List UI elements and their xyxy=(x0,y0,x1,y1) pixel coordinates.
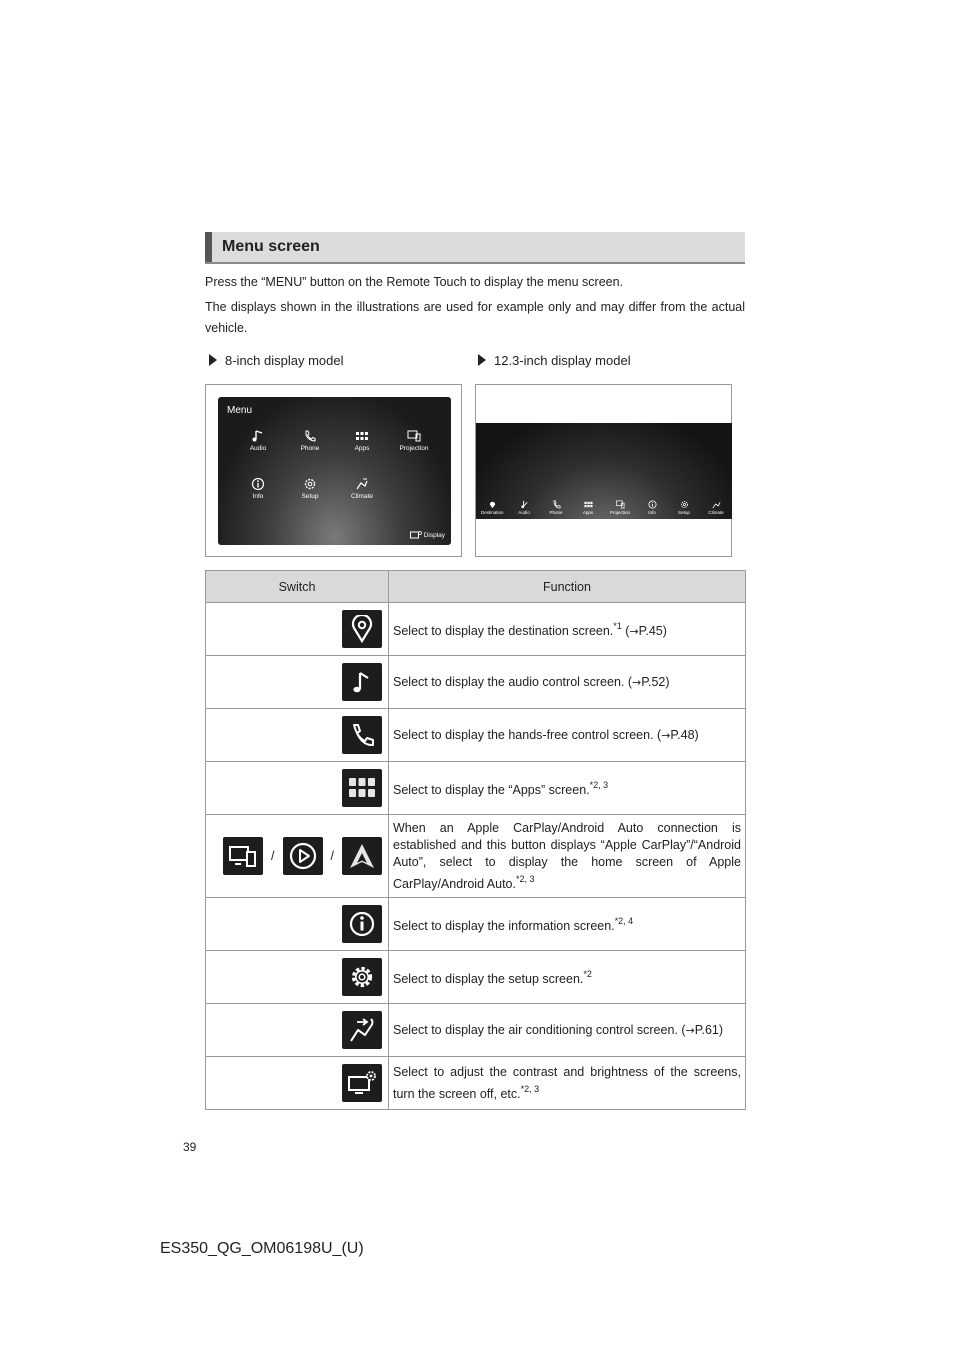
function-text: Select to adjust the contrast and brightness of the screens, turn the screen off, etc. xyxy=(393,1064,741,1101)
table-row xyxy=(206,951,746,1004)
figure-12-inch-menu xyxy=(475,384,732,557)
column-header-switch: Switch xyxy=(206,571,389,603)
function-text-close: ) xyxy=(665,674,670,689)
tile-apps xyxy=(340,429,384,452)
arrow-right-icon: → xyxy=(632,675,642,689)
function-text: Select to display the air conditioning control screen. ( xyxy=(393,1022,686,1037)
strip-item-audio xyxy=(513,500,535,515)
icon-separator: / xyxy=(330,849,334,863)
function-text: Select to display the audio control screen. ( xyxy=(393,674,633,689)
display-button xyxy=(410,531,445,540)
table-row xyxy=(206,709,746,762)
header-accent-bar xyxy=(205,232,212,262)
tile-projection xyxy=(392,429,436,452)
switch-function-table xyxy=(205,570,746,1110)
strip-label-phone: Phone xyxy=(549,510,563,515)
function-cell xyxy=(389,656,746,709)
switch-cell xyxy=(206,1004,389,1057)
screen-12-menu-strip xyxy=(476,485,732,519)
display-settings-icon xyxy=(342,1064,382,1102)
strip-label-audio: Audio xyxy=(518,510,530,515)
phone-icon xyxy=(552,500,561,509)
model-label-12-inch xyxy=(478,353,631,368)
function-text-close: ) xyxy=(694,727,699,742)
tile-audio xyxy=(236,429,280,452)
function-cell xyxy=(389,898,746,951)
footnote-marker: *2, 3 xyxy=(589,780,609,790)
projection-icon xyxy=(407,429,421,443)
climate-icon xyxy=(712,500,721,509)
info-icon xyxy=(648,500,657,509)
model-label-12-inch-text: 12.3-inch display model xyxy=(494,353,631,368)
figure-8-inch-menu xyxy=(205,384,462,557)
table-row xyxy=(206,815,746,898)
strip-item-apps xyxy=(577,500,599,515)
page-reference: P.48 xyxy=(670,727,695,742)
page-number: 39 xyxy=(183,1140,197,1154)
function-cell xyxy=(389,1004,746,1057)
tile-setup-label: Setup xyxy=(301,493,319,500)
function-text-close: ) xyxy=(718,1022,724,1037)
model-label-8-inch-text: 8-inch display model xyxy=(225,353,344,368)
function-cell xyxy=(389,762,746,815)
strip-item-destination xyxy=(481,500,503,515)
tile-phone xyxy=(288,429,332,452)
setup-icon xyxy=(680,500,689,509)
strip-item-climate xyxy=(705,500,727,515)
function-text: When an Apple CarPlay/Android Auto connection is established and this button displays “Apple CarPlay”/“Android Auto”, select to display the home screen of Apple CarPlay/Android Auto. xyxy=(393,820,741,891)
strip-label-destination: Destination xyxy=(481,510,504,515)
function-text-after: ( xyxy=(621,624,630,638)
display-settings-icon xyxy=(410,531,422,540)
document-code: ES350_QG_OM06198U_(U) xyxy=(160,1240,364,1257)
strip-item-phone xyxy=(545,500,567,515)
info-icon xyxy=(342,905,382,943)
switch-cell xyxy=(206,656,389,709)
tile-setup xyxy=(288,477,332,500)
footnote-marker: *2, 4 xyxy=(614,916,634,926)
switch-cell xyxy=(206,603,389,656)
function-text-close: ) xyxy=(662,624,667,638)
tile-phone-label: Phone xyxy=(300,445,320,452)
apps-icon xyxy=(355,429,369,443)
table-row xyxy=(206,603,746,656)
tile-apps-label: Apps xyxy=(354,445,370,452)
tile-info-label: Info xyxy=(252,493,264,500)
apple-carplay-icon xyxy=(283,837,323,875)
section-header xyxy=(205,232,745,264)
model-label-8-inch xyxy=(209,353,344,368)
function-cell xyxy=(389,815,746,898)
setup-icon xyxy=(342,958,382,996)
table-row xyxy=(206,1004,746,1057)
section-title: Menu screen xyxy=(222,238,320,255)
triangle-bullet-icon xyxy=(209,354,217,366)
tile-climate-label: Climate xyxy=(350,493,374,500)
audio-icon xyxy=(520,500,529,509)
arrow-right-icon: → xyxy=(685,1023,695,1037)
audio-icon xyxy=(251,429,265,443)
projection-icon xyxy=(223,837,263,875)
page-reference: P.45 xyxy=(638,624,663,638)
table-row xyxy=(206,656,746,709)
phone-icon xyxy=(303,429,317,443)
switch-cell xyxy=(206,1057,389,1110)
strip-item-projection xyxy=(609,500,631,515)
icon-separator: / xyxy=(271,849,275,863)
arrow-right-icon: → xyxy=(661,728,671,742)
info-icon xyxy=(251,477,265,491)
intro-paragraph-illustration-note: The displays shown in the illustrations are used for example only and may differ from the actual vehicle. xyxy=(205,300,745,335)
switch-cell xyxy=(206,898,389,951)
table-row xyxy=(206,1057,746,1110)
screen-12-inch xyxy=(476,423,732,519)
apps-icon xyxy=(342,769,382,807)
switch-cell xyxy=(206,815,389,898)
function-text: Select to display the hands-free control screen. ( xyxy=(393,727,662,742)
footnote-marker: *1 xyxy=(613,621,622,631)
strip-label-apps: Apps xyxy=(582,510,594,515)
switch-cell xyxy=(206,951,389,1004)
function-text: Select to display the destination screen. xyxy=(393,624,614,638)
audio-icon xyxy=(342,663,382,701)
tile-info xyxy=(236,477,280,500)
triangle-bullet-icon xyxy=(478,354,486,366)
strip-label-climate: Climate xyxy=(708,510,724,515)
arrow-right-icon: → xyxy=(629,625,639,638)
destination-icon xyxy=(488,500,497,509)
footnote-marker: *2 xyxy=(583,969,592,979)
switch-cell xyxy=(206,762,389,815)
table-row xyxy=(206,762,746,815)
destination-icon xyxy=(342,610,382,648)
climate-icon xyxy=(342,1011,382,1049)
function-cell xyxy=(389,951,746,1004)
function-text: Select to display the “Apps” screen. xyxy=(393,783,590,797)
switch-cell xyxy=(206,709,389,762)
page-reference: P.52 xyxy=(641,674,666,689)
function-cell xyxy=(389,1057,746,1110)
strip-item-info xyxy=(641,500,663,515)
tile-climate xyxy=(340,477,384,500)
strip-label-info: Info xyxy=(648,510,656,515)
display-button-label: Display xyxy=(423,532,445,540)
android-auto-icon xyxy=(342,837,382,875)
footnote-marker: *2, 3 xyxy=(516,873,535,884)
function-text: Select to display the information screen. xyxy=(393,919,615,933)
screen-menu-title: Menu xyxy=(227,405,253,416)
column-header-function: Function xyxy=(389,571,746,603)
intro-paragraph-menu-button: Press the “MENU” button on the Remote Touch to display the menu screen. xyxy=(205,275,624,289)
strip-item-setup xyxy=(673,500,695,515)
projection-icon xyxy=(616,500,625,509)
tile-audio-label: Audio xyxy=(249,445,267,452)
strip-label-projection: Projection xyxy=(609,510,630,515)
table-header-row xyxy=(206,571,746,603)
phone-icon xyxy=(342,716,382,754)
apps-icon xyxy=(584,500,593,509)
table-row xyxy=(206,898,746,951)
strip-label-setup: Setup xyxy=(678,510,690,515)
function-cell xyxy=(389,709,746,762)
tile-projection-label: Projection xyxy=(399,445,429,452)
footnote-marker: *2, 3 xyxy=(520,1083,540,1094)
screen-8-inch xyxy=(218,397,451,545)
function-text: Select to display the setup screen. xyxy=(393,972,584,986)
climate-icon xyxy=(355,477,369,491)
page-reference: P.61 xyxy=(694,1022,719,1037)
setup-icon xyxy=(303,477,317,491)
function-cell xyxy=(389,603,746,656)
